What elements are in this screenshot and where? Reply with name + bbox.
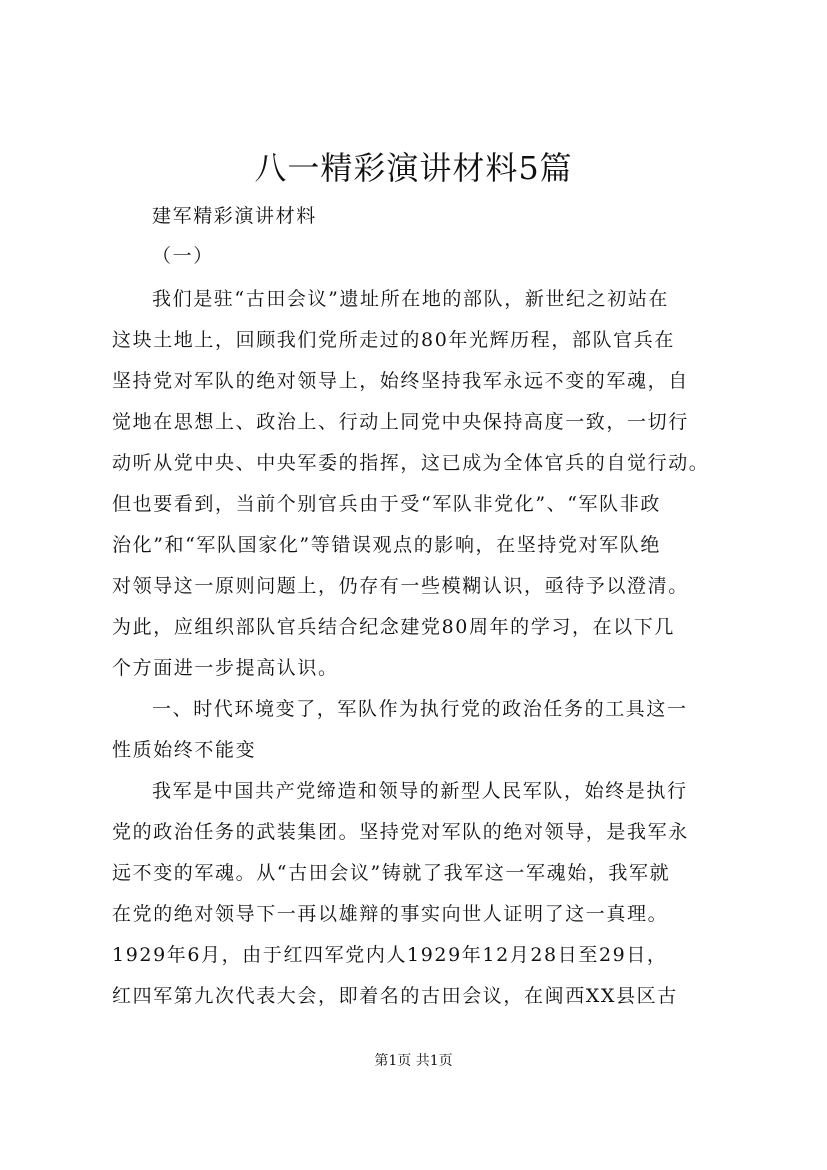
paragraph-line: 1929年6月，由于红四军党内人1929年12月28日至29日， — [112, 944, 668, 966]
paragraph-line: 远不变的军魂。从“古田会议”铸就了我军这一军魂始，我军就 — [112, 862, 671, 884]
document-subtitle: 建军精彩演讲材料 — [152, 205, 317, 227]
section-heading-line: 一、时代环境变了，军队作为执行党的政治任务的工具这一 — [152, 698, 688, 720]
paragraph-line: 我军是中国共产党缔造和领导的新型人民军队，始终是执行 — [152, 780, 688, 802]
section-marker: （一） — [152, 245, 214, 267]
paragraph-line: 为此，应组织部队官兵结合纪念建党80周年的学习，在以下几 — [112, 616, 675, 638]
paragraph-line: 觉地在思想上、政治上、行动上同党中央保持高度一致，一切行 — [112, 411, 689, 433]
section-heading-line: 性质始终不能变 — [112, 739, 257, 761]
paragraph-line: 但也要看到，当前个别官兵由于受“军队非党化”、“军队非政 — [112, 493, 661, 515]
page-footer: 第1页 共1页 — [374, 1053, 453, 1069]
paragraph-line: 党的政治任务的武装集团。坚持党对军队的绝对领导，是我军永 — [112, 821, 689, 843]
paragraph-line: 动听从党中央、中央军委的指挥，这已成为全体官兵的自觉行动。 — [112, 452, 710, 474]
paragraph-line: 对领导这一原则问题上，仍存有一些模糊认识，亟待予以澄清。 — [112, 575, 689, 597]
document-title: 八一精彩演讲材料5篇 — [254, 149, 573, 187]
paragraph-line: 红四军第九次代表大会，即着名的古田会议，在闽西XX县区古 — [112, 985, 678, 1007]
paragraph-line: 治化”和“军队国家化”等错误观点的影响，在坚持党对军队绝 — [112, 534, 661, 556]
paragraph-line: 我们是驻“古田会议”遗址所在地的部队，新世纪之初站在 — [152, 288, 670, 310]
paragraph-line: 坚持党对军队的绝对领导上，始终坚持我军永远不变的军魂，自 — [112, 370, 689, 392]
paragraph-line: 这块土地上，回顾我们党所走过的80年光辉历程，部队官兵在 — [112, 329, 675, 351]
paragraph-line: 在党的绝对领导下一再以雄辩的事实向世人证明了这一真理。 — [112, 903, 669, 925]
paragraph-line: 个方面进一步提高认识。 — [112, 657, 339, 679]
